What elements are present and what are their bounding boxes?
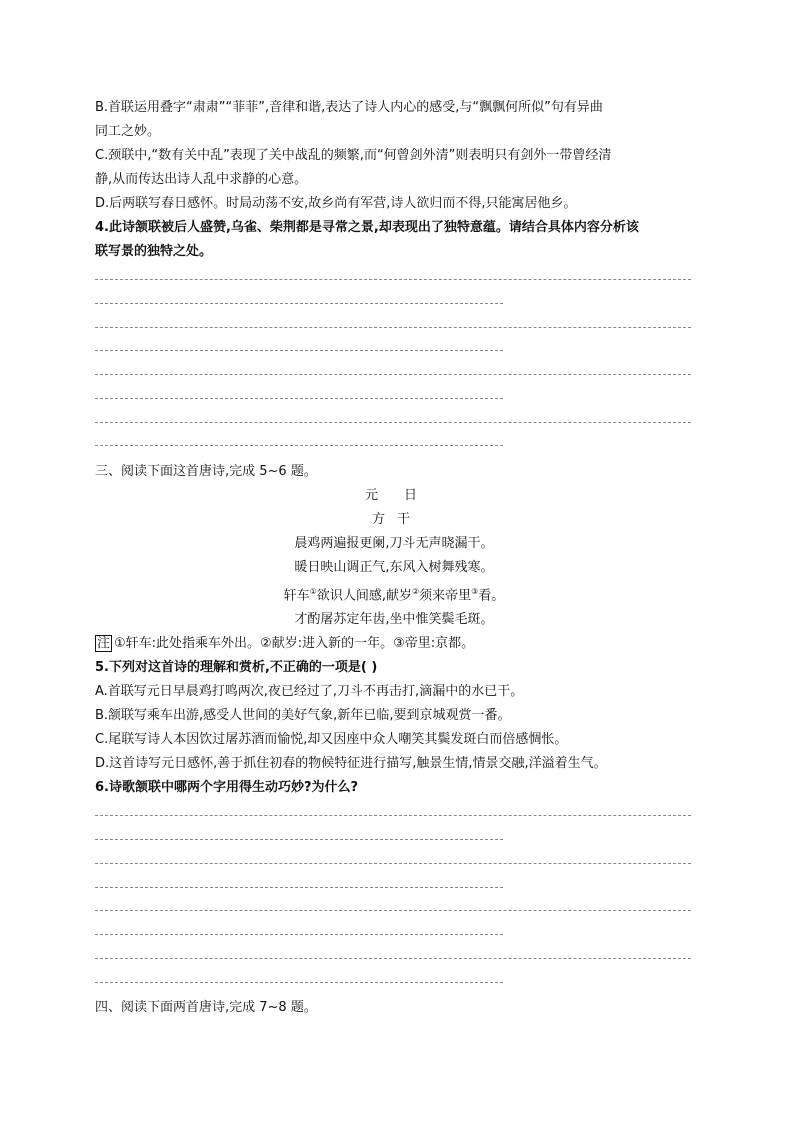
answer-line [95,316,693,340]
section-4-heading: 四、阅读下面两首唐诗,完成 7~8 题。 [95,1000,317,1016]
answer-line [95,339,693,363]
option-b-line1: B.首联运用叠字“肃肃”“菲菲”,音律和谐,表达了诗人内心的感受,与“飘飘何所似”句有异曲 [95,100,603,115]
question-5-stem: 5.下列对这首诗的理解和赏析,不正确的一项是( ) [95,660,378,676]
poem-author: 方干 [371,512,422,527]
answer-line [95,292,693,316]
answer-line [95,971,693,995]
document-page [95,96,693,1020]
answer-line [95,828,693,852]
poem-verse-2: 暖日映山调正气,东风入树舞残寒。 [294,560,494,575]
answer-line [95,923,693,947]
section-3-heading: 三、阅读下面这首唐诗,完成 5~6 题。 [95,464,317,479]
question-5-option-d: D.这首诗写元日感怀,善于抓住初春的物候特征进行描写,触景生情,情景交融,洋溢着生气。 [95,756,607,772]
option-d-line1: D.后两联写春日感怀。时局动荡不安,故乡尚有军营,诗人欲归而不得,只能寓居他乡。 [95,196,577,211]
option-b-line2: 同工之妙。 [95,124,161,139]
question-4-line1: 4.此诗颔联被后人盛赞,乌雀、柴荆都是寻常之景,却表现出了独特意蕴。请结合具体内容分析该 [95,220,639,235]
answer-area-q4 [95,268,693,458]
answer-line [95,876,693,900]
question-6-stem: 6.诗歌颔联中哪两个字用得生动巧妙?为什么? [95,780,359,796]
poem-verse-3: 轩车①欲识人间感,献岁②须来帝里③看。 [283,587,505,604]
answer-line [95,387,693,411]
question-5-option-c: C.尾联写诗人本因饮过屠苏酒而愉悦,却又因座中众人嘲笑其鬓发斑白而倍感惆怅。 [95,732,568,748]
answer-line [95,268,693,292]
answer-area-q6 [95,804,693,994]
answer-line [95,899,693,923]
answer-line [95,411,693,435]
poem-note [95,632,693,656]
question-5-option-b: B.颔联写乘车出游,感受人世间的美好气象,新年已临,要到京城观赏一番。 [95,708,511,724]
question-5-option-a: A.首联写元日早晨鸡打鸣两次,夜已经过了,刀斗不再击打,滴漏中的水已干。 [95,684,524,700]
note-text: ①轩车:此处指乘车外出。②献岁:进入新的一年。③帝里:京都。 [114,636,475,652]
poem-title: 元日 [364,488,443,503]
answer-line [95,434,693,458]
poem-verse-1: 晨鸡两遍报更阑,刀斗无声晓漏干。 [294,536,494,551]
answer-line [95,947,693,971]
answer-line [95,804,693,828]
option-c-line1: C.颈联中,“数有关中乱”表现了关中战乱的频繁,而“何曾剑外清”则表明只有剑外一带曾经清 [95,148,612,163]
answer-line [95,363,693,387]
poem-verse-4: 才酌屠苏定年齿,坐中惟笑鬓毛斑。 [294,612,494,628]
answer-line [95,852,693,876]
question-4-line2: 联写景的独特之处。 [95,244,213,259]
note-label: 注 [97,636,111,652]
option-c-line2: 静,从而传达出诗人乱中求静的心意。 [95,172,308,187]
